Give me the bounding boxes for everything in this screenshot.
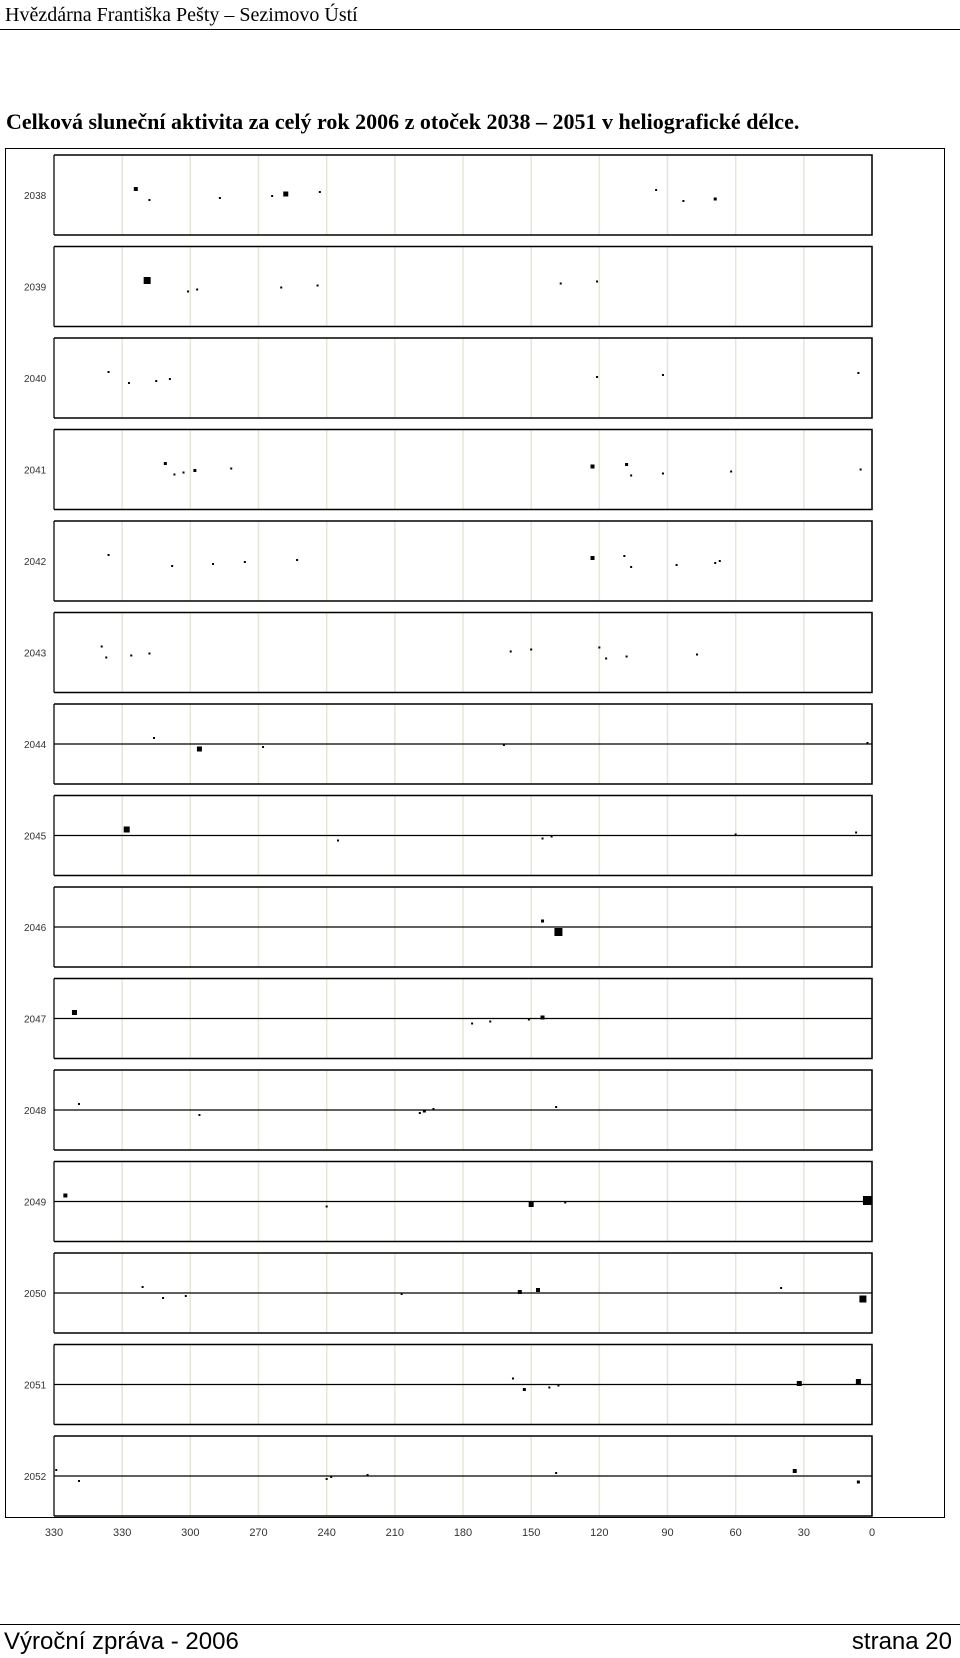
- activity-point: [185, 1295, 187, 1297]
- activity-point: [557, 1385, 559, 1387]
- x-tick-label: 300: [181, 1527, 200, 1539]
- activity-point: [518, 1290, 522, 1294]
- activity-chart: [5, 148, 945, 1539]
- activity-point: [326, 1206, 328, 1208]
- rotation-row-2042: [24, 521, 872, 601]
- activity-point: [630, 475, 632, 477]
- activity-point: [173, 474, 175, 476]
- activity-point: [101, 646, 103, 648]
- activity-point: [625, 463, 628, 466]
- activity-point: [337, 840, 339, 842]
- activity-point: [555, 1472, 557, 1474]
- rotation-label: 2042: [24, 557, 47, 568]
- activity-point: [262, 746, 264, 748]
- activity-point: [283, 192, 288, 197]
- activity-point: [598, 647, 600, 649]
- activity-point: [326, 1478, 328, 1480]
- activity-point: [124, 827, 130, 833]
- activity-point: [512, 1378, 514, 1380]
- x-tick-label: 210: [385, 1527, 405, 1539]
- activity-point: [187, 291, 189, 293]
- activity-point: [596, 376, 598, 378]
- rotation-label: 2038: [24, 191, 47, 202]
- rotation-row-2044: [24, 704, 872, 784]
- rotation-row-2043: [24, 613, 872, 693]
- rotation-row-2049: [24, 1162, 872, 1242]
- activity-point: [605, 658, 607, 660]
- activity-point: [797, 1381, 802, 1386]
- activity-point: [591, 465, 595, 469]
- activity-point: [471, 1023, 473, 1025]
- activity-point: [630, 566, 632, 568]
- x-tick-label: 330: [112, 1527, 132, 1539]
- rotation-row-2052: [24, 1436, 872, 1516]
- activity-point: [219, 197, 221, 199]
- activity-point: [164, 462, 167, 465]
- activity-point: [230, 468, 232, 470]
- footer-page-number: strana 20: [851, 1628, 952, 1655]
- activity-point: [866, 742, 868, 744]
- x-tick-label: 240: [317, 1527, 336, 1539]
- activity-point: [714, 562, 716, 564]
- activity-point: [155, 380, 157, 382]
- rotation-row-2051: [24, 1345, 872, 1425]
- rotation-label: 2044: [24, 740, 47, 751]
- footer-divider: [0, 1624, 960, 1625]
- activity-point: [623, 555, 625, 557]
- activity-point: [655, 189, 657, 191]
- activity-point: [63, 1194, 67, 1198]
- activity-point: [432, 1108, 434, 1110]
- x-tick-label: 60: [729, 1527, 742, 1539]
- activity-point: [510, 651, 512, 653]
- activity-point: [144, 277, 151, 284]
- activity-point: [423, 1110, 426, 1113]
- activity-point: [855, 832, 857, 834]
- activity-point: [780, 1287, 782, 1289]
- activity-point: [489, 1021, 491, 1023]
- rotation-label: 2043: [24, 648, 47, 660]
- header-divider: [0, 29, 960, 30]
- activity-point: [212, 563, 214, 565]
- activity-point: [503, 744, 505, 746]
- rotation-row-2048: [24, 1070, 872, 1150]
- activity-point: [860, 469, 862, 471]
- activity-point: [153, 737, 155, 739]
- rotation-row-2045: [24, 796, 872, 876]
- activity-point: [319, 191, 321, 193]
- rotation-label: 2041: [24, 465, 47, 477]
- activity-point: [591, 556, 595, 560]
- rotation-label: 2048: [24, 1106, 47, 1117]
- activity-point: [130, 655, 132, 657]
- activity-point: [330, 1476, 332, 1478]
- activity-point: [128, 382, 130, 384]
- activity-point: [541, 1016, 545, 1020]
- rotation-label: 2040: [24, 374, 47, 385]
- activity-point: [564, 1202, 566, 1204]
- activity-point: [714, 198, 717, 201]
- rotation-row-2050: [24, 1253, 872, 1333]
- activity-point: [401, 1293, 403, 1295]
- activity-point: [148, 653, 150, 655]
- activity-point: [78, 1103, 80, 1105]
- x-tick-label: 270: [249, 1527, 268, 1539]
- activity-point: [662, 374, 664, 376]
- activity-point: [528, 1019, 530, 1021]
- activity-point: [793, 1469, 797, 1473]
- activity-point: [108, 554, 110, 556]
- activity-point: [78, 1480, 80, 1482]
- activity-point: [183, 472, 185, 474]
- activity-point: [541, 920, 544, 923]
- activity-point: [676, 564, 678, 566]
- rotation-label: 2050: [24, 1289, 47, 1300]
- activity-point: [735, 834, 737, 836]
- activity-point: [198, 1114, 200, 1116]
- activity-point: [108, 371, 110, 373]
- rotation-label: 2045: [24, 831, 47, 843]
- rotation-row-2039: [24, 247, 872, 327]
- activity-point: [529, 1202, 534, 1207]
- activity-point: [859, 1296, 866, 1303]
- activity-point: [662, 473, 664, 475]
- activity-point: [551, 836, 553, 838]
- activity-point: [530, 649, 532, 651]
- activity-point: [857, 1481, 860, 1484]
- x-tick-label: 150: [521, 1527, 541, 1539]
- activity-point: [730, 471, 732, 473]
- rotation-row-2040: [24, 338, 872, 418]
- activity-point: [134, 187, 138, 191]
- activity-point: [197, 747, 202, 752]
- rotation-row-2047: [24, 979, 872, 1059]
- activity-point: [317, 285, 319, 287]
- activity-point: [554, 928, 562, 936]
- document-header: Hvězdárna Františka Pešty – Sezimovo Ústí: [5, 4, 358, 26]
- activity-point: [555, 1106, 557, 1108]
- activity-point: [696, 654, 698, 656]
- x-tick-label: 120: [590, 1527, 609, 1539]
- activity-point: [280, 287, 282, 289]
- activity-chart-svg: [6, 149, 944, 1539]
- activity-point: [542, 838, 544, 840]
- rotation-row-2046: [24, 887, 872, 967]
- activity-point: [72, 1010, 77, 1015]
- activity-point: [536, 1288, 540, 1292]
- activity-point: [148, 199, 150, 201]
- activity-point: [560, 283, 562, 285]
- activity-point: [596, 281, 598, 283]
- x-tick-label: 90: [661, 1527, 674, 1539]
- activity-point: [105, 657, 107, 659]
- activity-point: [682, 200, 684, 202]
- rotation-label: 2049: [24, 1197, 47, 1209]
- rotation-label: 2051: [24, 1380, 47, 1392]
- activity-point: [856, 1379, 861, 1384]
- activity-point: [419, 1112, 421, 1114]
- rotation-label: 2047: [24, 1014, 47, 1026]
- x-tick-label: 0: [868, 1527, 876, 1539]
- activity-point: [142, 1286, 144, 1288]
- activity-point: [857, 372, 859, 374]
- activity-point: [193, 469, 196, 472]
- activity-point: [367, 1474, 369, 1476]
- activity-point: [271, 195, 273, 197]
- figure-title: Celková sluneční aktivita za celý rok 2006 z otoček 2038 – 2051 v heliografické délce.: [6, 109, 800, 134]
- activity-point: [171, 565, 173, 567]
- activity-point: [196, 289, 198, 291]
- rotation-label: 2039: [24, 282, 47, 294]
- activity-point: [169, 378, 171, 380]
- rotation-label: 2052: [24, 1472, 47, 1483]
- activity-point: [626, 656, 628, 658]
- rotation-row-2041: [24, 430, 872, 510]
- x-tick-label: 330: [44, 1527, 64, 1539]
- activity-point: [863, 1196, 872, 1205]
- rotation-row-2038: [24, 155, 872, 235]
- x-tick-label: 180: [453, 1527, 473, 1539]
- activity-point: [548, 1387, 550, 1389]
- activity-point: [719, 560, 721, 562]
- rotation-label: 2046: [24, 923, 47, 934]
- activity-point: [55, 1469, 57, 1471]
- activity-point: [244, 561, 246, 563]
- activity-point: [162, 1297, 164, 1299]
- activity-point: [523, 1388, 526, 1391]
- activity-point: [296, 559, 298, 561]
- footer-report-name: Výroční zpráva - 2006: [4, 1628, 239, 1655]
- x-tick-label: 30: [797, 1527, 810, 1539]
